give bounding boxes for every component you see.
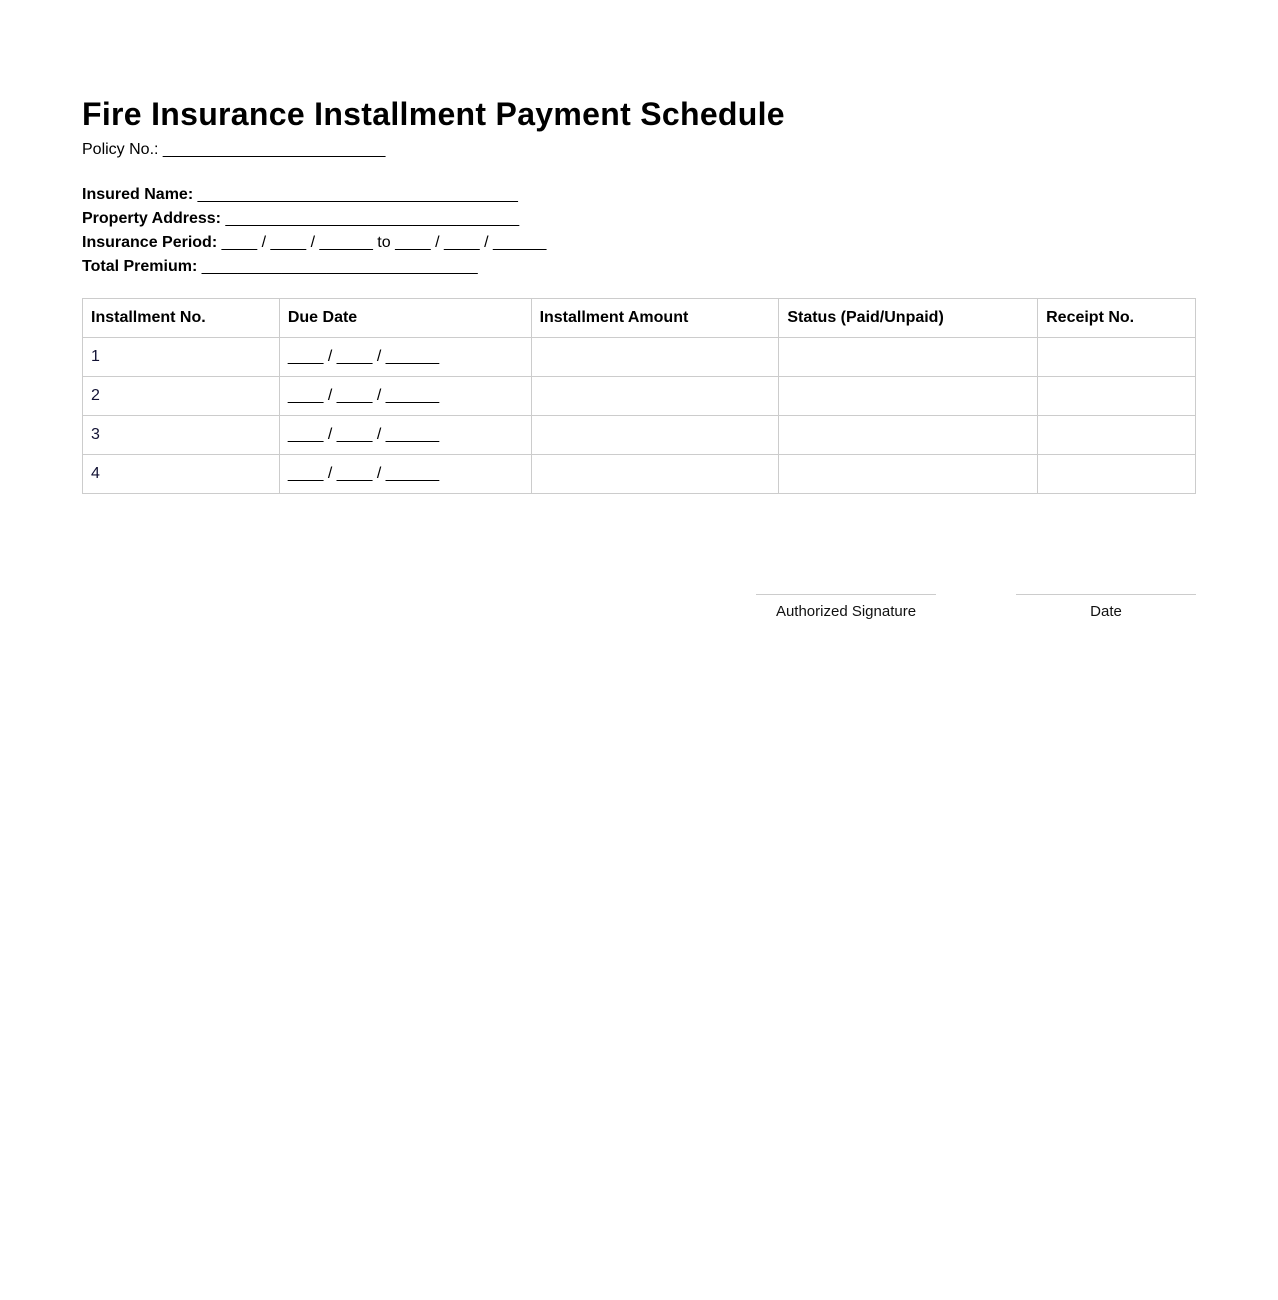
status-cell: [779, 416, 1038, 455]
receipt-cell: [1038, 338, 1196, 377]
field-label: Total Premium:: [82, 258, 198, 275]
field-blank: ____ / ____ / ______ to ____ / ____ / ______: [221, 234, 547, 251]
due-date: ____ / ____ / ______: [279, 455, 531, 494]
total-premium-field: [82, 255, 546, 279]
table-row: [83, 377, 1196, 416]
status-cell: [779, 377, 1038, 416]
header-due-date: Due Date: [279, 299, 531, 338]
status-cell: [779, 338, 1038, 377]
installment-no: 1: [83, 338, 280, 377]
field-label: Property Address:: [82, 210, 221, 227]
receipt-cell: [1038, 377, 1196, 416]
installment-table: [82, 298, 1196, 494]
receipt-cell: [1038, 455, 1196, 494]
signature-date-line: Date: [1016, 594, 1196, 620]
table-row: [83, 338, 1196, 377]
insured-details: [82, 183, 546, 279]
due-date: ____ / ____ / ______: [279, 416, 531, 455]
installment-no: 3: [83, 416, 280, 455]
authorized-signature-line: Authorized Signature: [756, 594, 936, 620]
policy-blank: _________________________: [162, 141, 386, 158]
header-installment-no: Installment No.: [83, 299, 280, 338]
header-status: Status (Paid/Unpaid): [779, 299, 1038, 338]
installment-no: 4: [83, 455, 280, 494]
field-blank: _______________________________: [201, 258, 478, 275]
amount-cell: [531, 455, 779, 494]
installment-no: 2: [83, 377, 280, 416]
header-installment-amount: Installment Amount: [531, 299, 779, 338]
amount-cell: [531, 338, 779, 377]
insurance-period-field: [82, 231, 546, 255]
field-blank: _________________________________: [225, 210, 520, 227]
table-row: [83, 416, 1196, 455]
policy-label: Policy No.:: [82, 141, 159, 158]
amount-cell: [531, 377, 779, 416]
table-header-row: [83, 299, 1196, 338]
field-blank: ____________________________________: [197, 186, 518, 203]
status-cell: [779, 455, 1038, 494]
page-title: Fire Insurance Installment Payment Schedule: [82, 96, 785, 132]
field-label: Insurance Period:: [82, 234, 218, 251]
field-label: Insured Name:: [82, 186, 194, 203]
receipt-cell: [1038, 416, 1196, 455]
table-row: [83, 455, 1196, 494]
amount-cell: [531, 416, 779, 455]
property-address-field: [82, 207, 546, 231]
insured-name-field: [82, 183, 546, 207]
due-date: ____ / ____ / ______: [279, 377, 531, 416]
due-date: ____ / ____ / ______: [279, 338, 531, 377]
header-receipt-no: Receipt No.: [1038, 299, 1196, 338]
policy-number-field: [82, 141, 385, 159]
